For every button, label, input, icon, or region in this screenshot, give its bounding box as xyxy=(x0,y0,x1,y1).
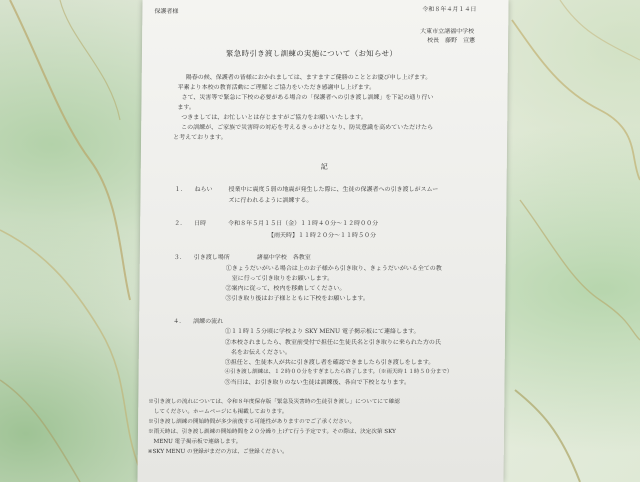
body-line: と考えております。 xyxy=(173,134,227,141)
item-line: ④引き渡し訓練は、１２時００分をすぎましたら終了します。（※雨天時１１時５０分まで） xyxy=(224,369,453,375)
item-label: 引き渡し場所 xyxy=(193,254,230,261)
item-line: ①きょうだいがいる場合は上のお子様から引き取り、きょうだいがいる全ての教 xyxy=(225,265,442,272)
item-number: ４． xyxy=(173,318,186,325)
item-line: 諸福中学校 各教室 xyxy=(256,254,311,261)
school-name: 大東市立諸福中学校 xyxy=(420,28,475,35)
item-number: ２． xyxy=(174,220,187,227)
item-line: 名をお伝えください。 xyxy=(224,349,291,356)
item-line: 授業中に震度５弱の地震が発生した際に、生徒の保護者への引き渡しがスムー xyxy=(228,186,439,193)
item-label: ねらい xyxy=(194,186,213,193)
note-line: してください。ホームページにも掲載しております。 xyxy=(148,409,288,415)
item-line: ①１１時１５分頃に学校より SKY MENU 電子掲示板にて連絡します。 xyxy=(225,328,420,335)
body-line: ます。 xyxy=(177,104,195,111)
item-label: 訓練の流れ xyxy=(193,318,224,325)
body-line: 陽春の候、保護者の皆様におかれましては、ますますご健勝のこととお慶び申し上げます。 xyxy=(185,74,432,81)
principal-name: 校長 藤野 宣憲 xyxy=(427,37,476,44)
item-number: ３． xyxy=(173,254,186,261)
body-line: さて、災害等で緊急に下校の必要がある場合の「保護者への引き渡し訓練」を下記の通り行い xyxy=(181,94,434,101)
page-title: 緊急時引き渡し訓練の実施について（お知らせ） xyxy=(225,49,398,58)
item-line: ②案内に従って、校内を移動してください。 xyxy=(225,285,346,292)
item-line: 令和８年５月１５日（金）１１時４０分～１２時００分 xyxy=(228,220,379,227)
item-number: １． xyxy=(174,186,187,193)
item-line: ⑤当日は、お引き取りのない生徒は訓練後、各自で下校となります。 xyxy=(224,379,411,386)
recipient: 保護者様 xyxy=(154,8,179,15)
note-line: ※引き渡し訓練の開始時間が多少前後する可能性がありますのでご了承ください。 xyxy=(148,419,356,425)
item-line: ②本校されましたら、教室前受付で担任に生徒氏名と引き取りに来られた方の氏 xyxy=(224,339,441,346)
note-line: ※雨天時は、引き渡し訓練の開始時間を２０分繰り上げて行う予定です。その際は、決定次第 SKY xyxy=(147,429,396,435)
note-line: ※SKY MENU の登録がまだの方は、ご登録ください。 xyxy=(147,449,288,455)
note-line: MENU 電子掲示板で連絡します。 xyxy=(147,439,242,445)
ki-heading: 記 xyxy=(320,163,329,171)
item-line: ズに行われるように訓練する。 xyxy=(228,197,313,204)
item-line: 室に行って引き取りをお願いします。 xyxy=(225,275,334,282)
body-line: 平素より本校の教育活動にご理解とご協力をいただき感謝申し上げます。 xyxy=(177,84,376,91)
item-label: 日時 xyxy=(194,220,207,227)
note-line: ※引き渡しの流れについては、令和８年度保存版「緊急及災害時の生徒引き渡し」についてにて確認 xyxy=(148,399,400,405)
item-line: 【雨天時】１１時２０分～１１時５０分 xyxy=(268,232,377,239)
date: 令和８年４月１４日 xyxy=(422,6,477,13)
body-line: この訓練が、ご家族で災害時の対応を考えるきっかけとなり、防災意識を高めていただけたら xyxy=(181,124,434,131)
notice-paper xyxy=(137,0,508,482)
item-line: ③引き取り後はお子様とともに下校をお願いします。 xyxy=(225,295,369,302)
item-line: ③担任と、生徒本人が共に引き渡し者を確認できましたら引き渡しをします。 xyxy=(224,359,435,366)
body-line: つきましては、お忙しいとは存じますがご協力をお願いいたします。 xyxy=(181,114,367,121)
